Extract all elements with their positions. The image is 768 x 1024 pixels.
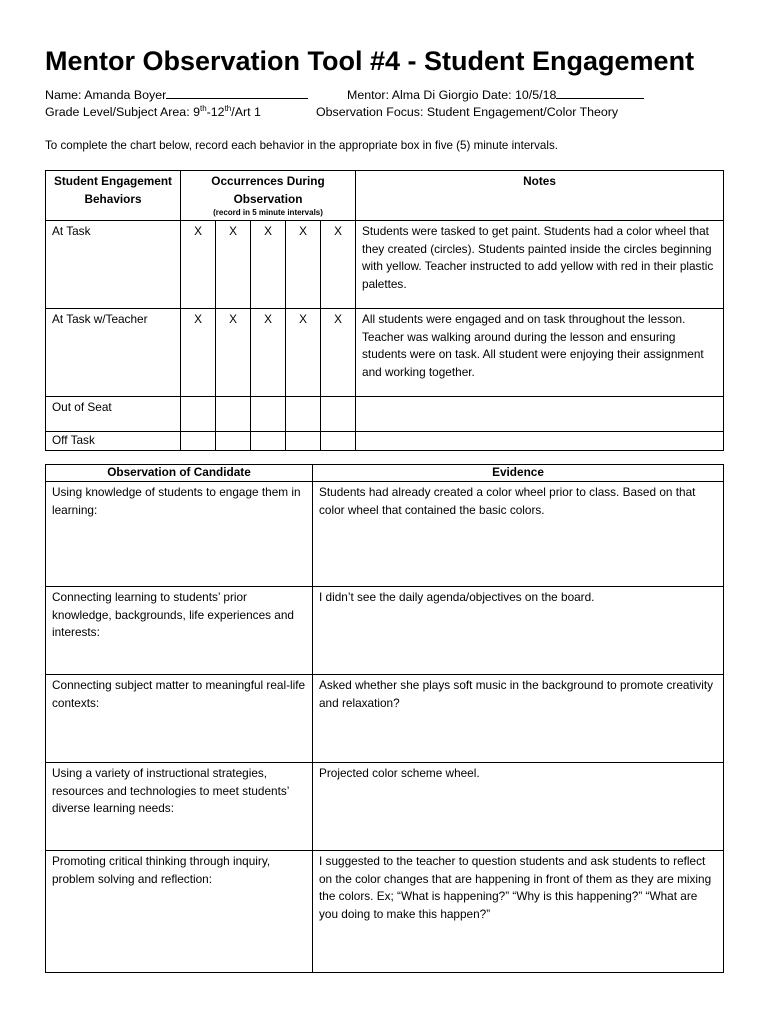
table-row <box>46 432 724 451</box>
focus-label: Observation Focus: Student Engagement/Color Theory <box>316 105 619 119</box>
behavior-table-header <box>46 171 724 221</box>
table-row <box>46 482 724 587</box>
grade-suffix: /Art 1 <box>231 105 261 119</box>
evidence-cell: Students had already created a color wheel prior to class. Based on that color wheel that contained the basic colors. <box>313 482 724 587</box>
col-notes-header: Notes <box>356 171 724 221</box>
mentor-label: Mentor: Alma Di Giorgio Date: 10/5/18 <box>347 88 557 102</box>
behavior-label: At Task w/Teacher <box>46 309 181 397</box>
candidate-table <box>45 464 724 973</box>
date-underline <box>556 86 644 99</box>
observation-cell: Connecting subject matter to meaningful real-life contexts: <box>46 675 313 763</box>
name-line <box>45 86 308 102</box>
behavior-label: Off Task <box>46 432 181 451</box>
evidence-cell: Asked whether she plays soft music in the background to promote creativity and relaxation? <box>313 675 724 763</box>
interval-cell <box>216 397 251 432</box>
observation-cell: Using knowledge of students to engage them in learning: <box>46 482 313 587</box>
interval-cell <box>286 432 321 451</box>
grade-line <box>45 105 261 119</box>
interval-cell: X <box>251 221 286 309</box>
interval-cell <box>321 397 356 432</box>
col-evidence-header: Evidence <box>313 465 724 482</box>
observation-cell: Promoting critical thinking through inquiry, problem solving and reflection: <box>46 851 313 973</box>
interval-cell <box>251 397 286 432</box>
interval-cell: X <box>321 221 356 309</box>
interval-cell <box>251 432 286 451</box>
table-row <box>46 675 724 763</box>
table-row <box>46 763 724 851</box>
col-behaviors-header: Student Engagement Behaviors <box>46 171 181 221</box>
grade-prefix: Grade Level/Subject Area: 9 <box>45 105 200 119</box>
col-observation-header: Observation of Candidate <box>46 465 313 482</box>
instructions: To complete the chart below, record each behavior in the appropriate box in five (5) minute intervals. <box>45 139 558 152</box>
observation-cell: Using a variety of instructional strategies, resources and technologies to meet students’ diverse learning needs: <box>46 763 313 851</box>
evidence-cell: Projected color scheme wheel. <box>313 763 724 851</box>
interval-cell: X <box>216 309 251 397</box>
behavior-label: Out of Seat <box>46 397 181 432</box>
name-label: Name: Amanda Boyer <box>45 88 167 102</box>
table-row <box>46 221 724 309</box>
interval-cell: X <box>181 309 216 397</box>
grade-mid: -12 <box>206 105 225 119</box>
evidence-cell: I suggested to the teacher to question students and ask students to reflect on the color changes that are happening in front of them as they are mixing the colors. Ex; “What is happening?” “Why is this happening?” “What are you doing to make this happen?” <box>313 851 724 973</box>
interval-cell <box>216 432 251 451</box>
interval-cell: X <box>251 309 286 397</box>
page-title: Mentor Observation Tool #4 - Student Engagement <box>45 46 695 76</box>
behavior-table <box>45 170 724 451</box>
observation-cell: Connecting learning to students’ prior knowledge, backgrounds, life experiences and interests: <box>46 587 313 675</box>
notes-cell <box>356 397 724 432</box>
grade-sup-2: th <box>224 103 232 113</box>
mentor-line <box>347 86 644 102</box>
notes-cell: All students were engaged and on task throughout the lesson. Teacher was walking around during the lesson and ensuring students were on task. All student were enjoying their assignment and working together. <box>356 309 724 397</box>
evidence-cell: I didn’t see the daily agenda/objectives on the board. <box>313 587 724 675</box>
interval-cell <box>321 432 356 451</box>
interval-cell: X <box>321 309 356 397</box>
occurrences-note: (record in 5 minute intervals) <box>213 208 323 217</box>
grade-sup-1: th <box>199 103 207 113</box>
interval-cell: X <box>216 221 251 309</box>
notes-cell <box>356 432 724 451</box>
table-row <box>46 309 724 397</box>
notes-cell: Students were tasked to get paint. Students had a color wheel that they created (circles). Students painted inside the circles beginning with yellow. Teacher instructed to add yellow with red in their plastic palettes. <box>356 221 724 309</box>
interval-cell: X <box>181 221 216 309</box>
interval-cell: X <box>286 309 321 397</box>
interval-cell <box>181 397 216 432</box>
occurrences-label: Occurrences During Observation <box>211 174 325 206</box>
behavior-label: At Task <box>46 221 181 309</box>
col-occurrences-header <box>181 171 356 221</box>
interval-cell <box>181 432 216 451</box>
table-row <box>46 851 724 973</box>
interval-cell <box>286 397 321 432</box>
table-row <box>46 587 724 675</box>
table-row <box>46 397 724 432</box>
interval-cell: X <box>286 221 321 309</box>
candidate-table-header <box>46 465 724 482</box>
name-underline <box>166 86 308 99</box>
